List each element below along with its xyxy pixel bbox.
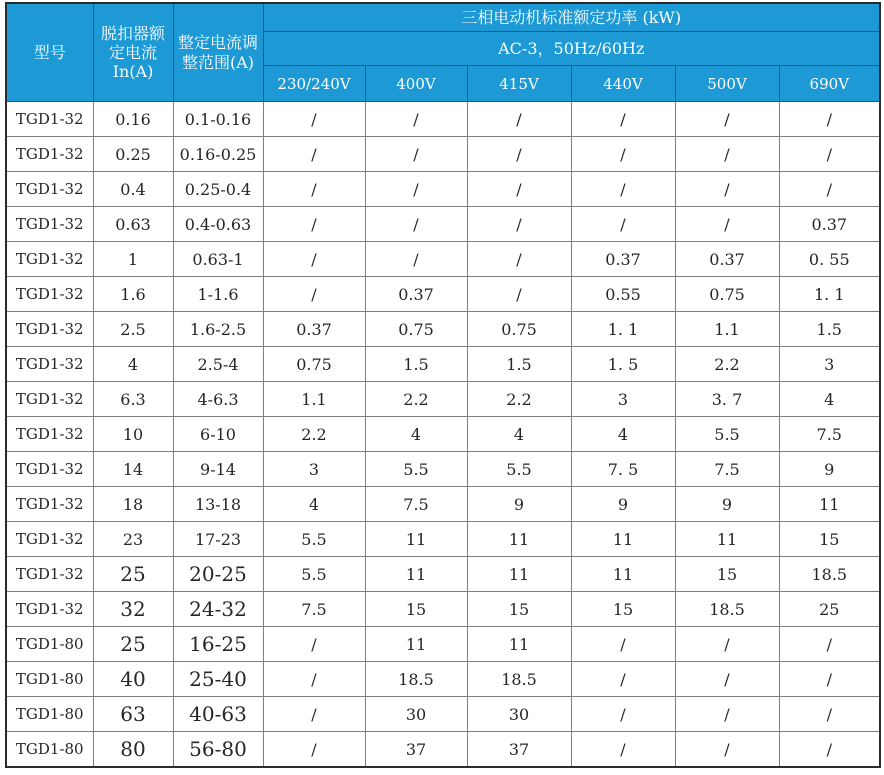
power-cell-440v: 11 [571,522,675,557]
range-cell: 4-6.3 [173,382,263,417]
power-cell-690v: / [779,102,880,137]
table-row [6,557,880,592]
header-voltage-400v: 400V [365,66,467,102]
power-cell-690v: 0.37 [779,207,880,242]
power-cell-440v: / [571,207,675,242]
in-a-cell: 0.4 [93,172,173,207]
power-cell-690v: 9 [779,452,880,487]
header-voltage-440v: 440V [571,66,675,102]
power-cell-500v: 1.1 [675,312,779,347]
power-cell-500v: / [675,102,779,137]
range-cell: 17-23 [173,522,263,557]
power-cell-440v: / [571,697,675,732]
power-cell-500v: / [675,627,779,662]
table-row [6,312,880,347]
table-row [6,417,880,452]
power-cell-400v: 1.5 [365,347,467,382]
table-row [6,242,880,277]
table-row [6,277,880,312]
power-cell-500v: 3. 7 [675,382,779,417]
range-cell: 20-25 [173,557,263,592]
power-cell-500v: 0.75 [675,277,779,312]
range-cell: 6-10 [173,417,263,452]
power-cell-230-240v: / [263,242,365,277]
table-row [6,592,880,627]
header-voltage-415v: 415V [467,66,571,102]
range-cell: 0.25-0.4 [173,172,263,207]
model-cell: TGD1-32 [6,592,93,627]
in-a-cell: 4 [93,347,173,382]
power-cell-400v: / [365,242,467,277]
power-cell-690v: 18.5 [779,557,880,592]
in-a-cell: 6.3 [93,382,173,417]
power-cell-690v: 15 [779,522,880,557]
power-cell-230-240v: 0.37 [263,312,365,347]
in-a-cell: 23 [93,522,173,557]
power-cell-500v: / [675,732,779,768]
power-cell-415v: 37 [467,732,571,768]
power-cell-400v: 0.37 [365,277,467,312]
power-cell-415v: / [467,277,571,312]
power-cell-400v: / [365,137,467,172]
model-cell: TGD1-32 [6,137,93,172]
power-cell-440v: / [571,662,675,697]
power-cell-230-240v: / [263,102,365,137]
power-cell-400v: / [365,172,467,207]
power-cell-440v: 4 [571,417,675,452]
in-a-cell: 2.5 [93,312,173,347]
power-cell-440v: 0.55 [571,277,675,312]
range-cell: 13-18 [173,487,263,522]
power-cell-690v: / [779,627,880,662]
power-cell-400v: / [365,207,467,242]
model-cell: TGD1-32 [6,452,93,487]
in-a-cell: 80 [93,732,173,768]
power-cell-230-240v: 5.5 [263,557,365,592]
power-cell-415v: 18.5 [467,662,571,697]
header-ac3-subtitle: AC-3，50Hz/60Hz [263,32,880,66]
power-cell-500v: / [675,697,779,732]
power-cell-400v: 2.2 [365,382,467,417]
model-cell: TGD1-32 [6,487,93,522]
power-cell-230-240v: 2.2 [263,417,365,452]
table-body [6,102,880,768]
power-cell-500v: 5.5 [675,417,779,452]
power-cell-500v: / [675,137,779,172]
power-cell-440v: / [571,627,675,662]
in-a-cell: 18 [93,487,173,522]
power-cell-690v: 11 [779,487,880,522]
power-cell-230-240v: / [263,137,365,172]
header-row-title [6,3,880,32]
range-cell: 16-25 [173,627,263,662]
power-cell-440v: 9 [571,487,675,522]
power-cell-230-240v: / [263,207,365,242]
table-row [6,207,880,242]
table-row [6,627,880,662]
model-cell: TGD1-80 [6,662,93,697]
model-cell: TGD1-32 [6,312,93,347]
power-cell-500v: 15 [675,557,779,592]
power-cell-690v: / [779,662,880,697]
power-cell-230-240v: / [263,172,365,207]
range-cell: 40-63 [173,697,263,732]
power-cell-415v: 11 [467,522,571,557]
model-cell: TGD1-32 [6,382,93,417]
range-cell: 0.1-0.16 [173,102,263,137]
power-cell-415v: / [467,242,571,277]
model-cell: TGD1-32 [6,557,93,592]
model-cell: TGD1-80 [6,627,93,662]
header-adjust-range: 整定电流调整范围(A) [173,3,263,102]
power-cell-440v: 15 [571,592,675,627]
power-cell-415v: 30 [467,697,571,732]
power-cell-415v: / [467,207,571,242]
model-cell: TGD1-32 [6,172,93,207]
power-cell-440v: 1. 1 [571,312,675,347]
range-cell: 24-32 [173,592,263,627]
table-row [6,172,880,207]
power-cell-400v: 18.5 [365,662,467,697]
table-row [6,102,880,137]
power-cell-230-240v: / [263,662,365,697]
power-cell-230-240v: / [263,697,365,732]
in-a-cell: 14 [93,452,173,487]
range-cell: 56-80 [173,732,263,768]
power-cell-415v: 11 [467,557,571,592]
power-cell-400v: 4 [365,417,467,452]
table-header [6,3,880,102]
table-row [6,487,880,522]
power-cell-500v: 7.5 [675,452,779,487]
in-a-cell: 1.6 [93,277,173,312]
range-cell: 9-14 [173,452,263,487]
in-a-cell: 63 [93,697,173,732]
power-cell-500v: 0.37 [675,242,779,277]
power-cell-415v: 2.2 [467,382,571,417]
power-cell-690v: / [779,172,880,207]
model-cell: TGD1-32 [6,417,93,452]
in-a-cell: 0.25 [93,137,173,172]
table-row [6,137,880,172]
table-row [6,697,880,732]
power-cell-230-240v: 5.5 [263,522,365,557]
range-cell: 1-1.6 [173,277,263,312]
in-a-cell: 10 [93,417,173,452]
model-cell: TGD1-32 [6,242,93,277]
power-cell-400v: 7.5 [365,487,467,522]
power-cell-690v: 25 [779,592,880,627]
header-power-title: 三相电动机标准额定功率 (kW) [263,3,880,32]
power-cell-690v: / [779,732,880,768]
model-cell: TGD1-32 [6,277,93,312]
power-cell-440v: / [571,732,675,768]
table-row [6,452,880,487]
power-cell-400v: 11 [365,557,467,592]
power-cell-500v: 18.5 [675,592,779,627]
power-cell-500v: / [675,662,779,697]
model-cell: TGD1-32 [6,207,93,242]
power-cell-230-240v: / [263,277,365,312]
header-voltage-500v: 500V [675,66,779,102]
header-model: 型号 [6,3,93,102]
model-cell: TGD1-32 [6,347,93,382]
in-a-cell: 40 [93,662,173,697]
power-cell-230-240v: 7.5 [263,592,365,627]
power-cell-415v: 11 [467,627,571,662]
power-cell-400v: 11 [365,522,467,557]
power-cell-500v: 2.2 [675,347,779,382]
range-cell: 0.16-0.25 [173,137,263,172]
power-cell-500v: 11 [675,522,779,557]
power-cell-400v: 0.75 [365,312,467,347]
power-cell-400v: 11 [365,627,467,662]
model-cell: TGD1-32 [6,102,93,137]
table-row [6,382,880,417]
power-cell-690v: / [779,137,880,172]
table-row [6,522,880,557]
power-cell-415v: 5.5 [467,452,571,487]
in-a-cell: 1 [93,242,173,277]
power-cell-440v: / [571,172,675,207]
table-row [6,347,880,382]
power-cell-440v: 7. 5 [571,452,675,487]
range-cell: 0.4-0.63 [173,207,263,242]
power-cell-415v: 15 [467,592,571,627]
power-cell-230-240v: 4 [263,487,365,522]
power-cell-500v: 9 [675,487,779,522]
table-row [6,662,880,697]
power-cell-400v: 15 [365,592,467,627]
power-cell-690v: / [779,697,880,732]
power-cell-230-240v: 0.75 [263,347,365,382]
power-cell-230-240v: / [263,627,365,662]
model-cell: TGD1-80 [6,732,93,768]
power-cell-415v: 9 [467,487,571,522]
power-cell-440v: 1. 5 [571,347,675,382]
power-cell-440v: 0.37 [571,242,675,277]
power-cell-440v: / [571,137,675,172]
power-cell-440v: 3 [571,382,675,417]
power-cell-400v: 37 [365,732,467,768]
power-cell-230-240v: 1.1 [263,382,365,417]
model-cell: TGD1-32 [6,522,93,557]
power-cell-690v: 3 [779,347,880,382]
in-a-cell: 25 [93,627,173,662]
motor-rated-power-table [5,2,881,768]
power-cell-415v: 1.5 [467,347,571,382]
power-cell-400v: 5.5 [365,452,467,487]
power-cell-400v: / [365,102,467,137]
power-cell-690v: 0. 55 [779,242,880,277]
power-cell-400v: 30 [365,697,467,732]
power-cell-690v: 7.5 [779,417,880,452]
power-cell-230-240v: / [263,732,365,768]
in-a-cell: 25 [93,557,173,592]
power-cell-415v: 0.75 [467,312,571,347]
power-cell-415v: / [467,137,571,172]
header-trip-current: 脱扣器额定电流 In(A) [93,3,173,102]
header-voltage-690v: 690V [779,66,880,102]
power-cell-690v: 1. 1 [779,277,880,312]
header-voltage-230-240v: 230/240V [263,66,365,102]
in-a-cell: 32 [93,592,173,627]
power-cell-415v: / [467,172,571,207]
power-cell-440v: 11 [571,557,675,592]
power-cell-690v: 4 [779,382,880,417]
power-cell-415v: 4 [467,417,571,452]
power-cell-690v: 1.5 [779,312,880,347]
in-a-cell: 0.16 [93,102,173,137]
power-cell-500v: / [675,172,779,207]
table-row [6,732,880,768]
power-cell-415v: / [467,102,571,137]
range-cell: 1.6-2.5 [173,312,263,347]
range-cell: 2.5-4 [173,347,263,382]
model-cell: TGD1-80 [6,697,93,732]
power-cell-440v: / [571,102,675,137]
range-cell: 25-40 [173,662,263,697]
power-cell-230-240v: 3 [263,452,365,487]
power-cell-500v: / [675,207,779,242]
in-a-cell: 0.63 [93,207,173,242]
range-cell: 0.63-1 [173,242,263,277]
